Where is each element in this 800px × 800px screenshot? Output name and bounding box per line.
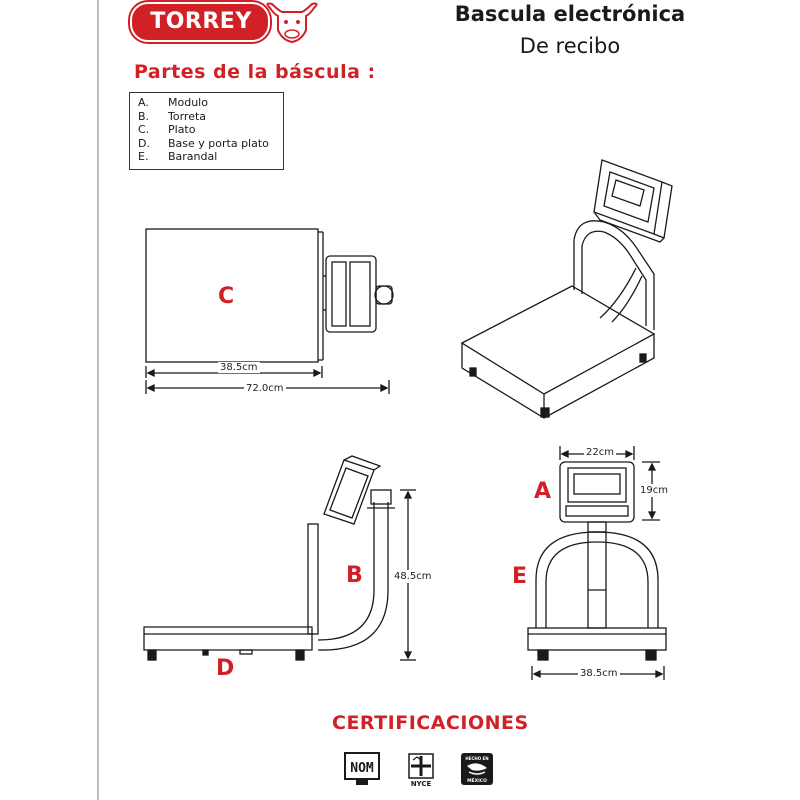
dim-module-width: 22cm [586, 447, 614, 458]
isometric-view-diagram [462, 160, 672, 418]
side-view-diagram [144, 456, 416, 660]
dim-plate-width: 38.5cm [220, 362, 258, 373]
nom-icon [344, 752, 380, 786]
parts-item-label: Modulo [168, 96, 208, 109]
label-base-d: D [216, 656, 235, 681]
document-title: Bascula electrónica [454, 2, 686, 26]
label-barandal-e: E [512, 564, 528, 589]
brand-name: TORREY [150, 9, 252, 34]
svg-text:NOM: NOM [350, 761, 374, 776]
parts-item-label: Base y porta plato [168, 136, 269, 150]
parts-item-key: B. [138, 109, 150, 123]
hecho-en-mexico-icon [460, 752, 494, 786]
label-modulo-a: A [534, 479, 552, 504]
parts-item-label: Plato [168, 123, 196, 137]
parts-item-label: Barandal [168, 150, 218, 164]
label-torreta-b: B [346, 563, 363, 588]
parts-item-key: C. [138, 123, 150, 137]
parts-heading: Partes de la báscula : [134, 61, 376, 83]
dim-tower-height: 48.5cm [394, 571, 432, 582]
parts-item-label: Torreta [168, 109, 207, 123]
top-view-diagram [146, 229, 393, 394]
svg-text:MÉXICO: MÉXICO [467, 779, 487, 784]
dim-module-height: 19cm [640, 485, 668, 496]
svg-text:NYCE: NYCE [410, 780, 432, 788]
label-plato-c: C [218, 284, 235, 309]
certifications-heading: CERTIFICACIONES [332, 712, 529, 734]
nyce-icon [404, 752, 438, 788]
dim-base-width: 38.5cm [580, 668, 618, 679]
svg-text:HECHO EN: HECHO EN [465, 756, 489, 761]
dim-total-length: 72.0cm [246, 383, 284, 394]
parts-item-key: D. [138, 136, 150, 150]
parts-item-key: E. [138, 150, 149, 164]
parts-item-key: A. [138, 96, 149, 109]
document-subtitle: De recibo [519, 34, 621, 58]
